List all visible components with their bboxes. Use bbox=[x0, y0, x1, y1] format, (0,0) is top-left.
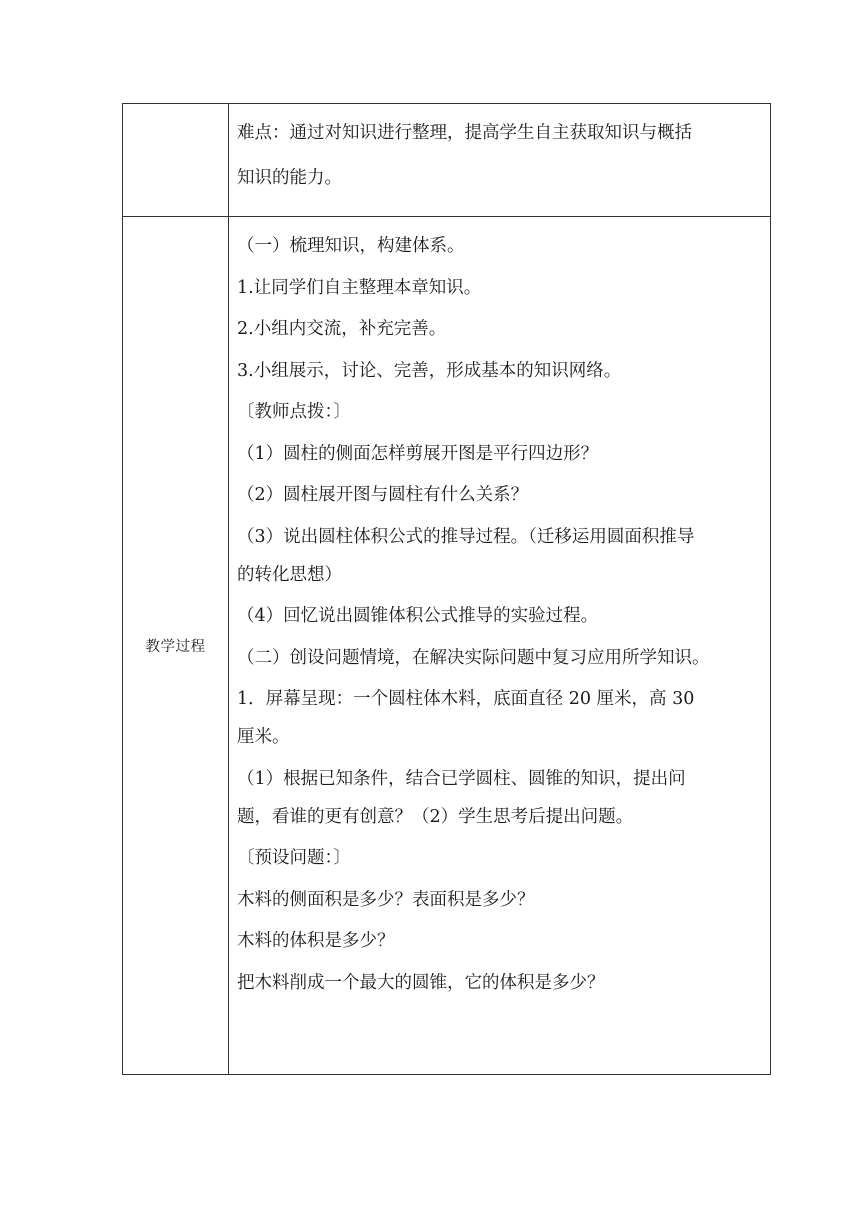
text-line: 难点：通过对知识进行整理，提高学生自主获取知识与概括 bbox=[237, 123, 692, 143]
text-line: 3.小组展示，讨论、完善，形成基本的知识网络。 bbox=[237, 360, 622, 381]
row-content-cell bbox=[229, 104, 771, 217]
text-line: 厘米。 bbox=[237, 727, 290, 747]
section-heading: （一）梳理知识，构建体系。 bbox=[237, 236, 465, 256]
table-row bbox=[123, 104, 771, 217]
text-line: 知识的能力。 bbox=[237, 168, 342, 188]
table-row bbox=[123, 217, 771, 1075]
text-line: 〔预设问题：〕 bbox=[237, 848, 351, 868]
lesson-plan-table bbox=[122, 103, 771, 1075]
text-line: 的转化思想） bbox=[237, 564, 342, 585]
row-label-cell bbox=[123, 104, 229, 217]
section-heading: （二）创设问题情境，在解决实际问题中复习应用所学知识。 bbox=[237, 647, 710, 668]
text-line: （3）说出圆柱体积公式的推导过程。（迁移运用圆面积推导 bbox=[237, 526, 695, 547]
text-line: 2.小组内交流，补充完善。 bbox=[237, 319, 447, 339]
text-line: （4）回忆说出圆锥体积公式推导的实验过程。 bbox=[237, 606, 599, 626]
text-line: 〔教师点拨：〕 bbox=[237, 402, 351, 422]
text-line: （1）根据已知条件，结合已学圆柱、圆锥的知识，提出问 bbox=[237, 768, 686, 789]
text-line: （1）圆柱的侧面怎样剪展开图是平行四边形？ bbox=[237, 443, 599, 464]
row-label-cell bbox=[123, 217, 229, 1075]
text-line: 把木料削成一个最大的圆锥，它的体积是多少？ bbox=[237, 972, 605, 993]
text-line: 题，看谁的更有创意？（2）学生思考后提出问题。 bbox=[237, 806, 634, 827]
row-label: 教学过程 bbox=[145, 639, 206, 655]
text-line: 木料的侧面积是多少？表面积是多少？ bbox=[237, 889, 535, 910]
text-line: （2）圆柱展开图与圆柱有什么关系？ bbox=[237, 485, 529, 505]
text-line: 木料的体积是多少？ bbox=[237, 931, 395, 951]
row-content-cell bbox=[229, 217, 771, 1075]
text-line: 1．屏幕呈现：一个圆柱体木料，底面直径 20 厘米，高 30 bbox=[237, 689, 695, 709]
text-line: 1.让同学们自主整理本章知识。 bbox=[237, 277, 482, 298]
